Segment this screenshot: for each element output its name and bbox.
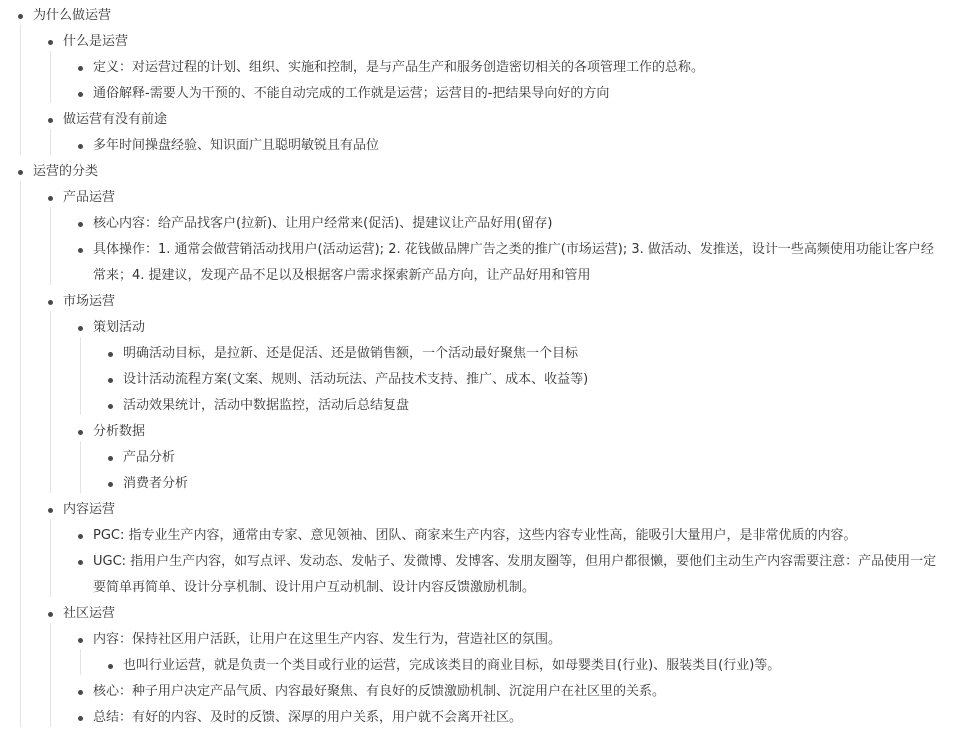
outline-item-level-3[interactable]: [0, 471, 957, 497]
outline-item-level-2[interactable]: [0, 81, 957, 107]
bullet-icon[interactable]: [78, 534, 83, 539]
outline-item-text: 社区运营: [63, 606, 116, 621]
outline-item-level-3[interactable]: [0, 341, 957, 367]
bullet-icon[interactable]: [108, 664, 113, 669]
outline-item-text: 策划活动: [93, 320, 146, 335]
outline-item-level-2[interactable]: [0, 705, 957, 731]
outline-item-text: 总结：有好的内容、及时的反馈、深厚的用户关系，用户就不会离开社区。: [93, 710, 523, 725]
outline-item-text: 分析数据: [93, 424, 146, 439]
bullet-icon[interactable]: [78, 560, 83, 565]
bullet-icon[interactable]: [78, 430, 83, 435]
bullet-icon[interactable]: [48, 508, 53, 513]
outline-item-text: PGC: 指专业生产内容，通常由专家、意见领袖、团队、商家来生产内容，这些内容专业性高，能吸引大量用户，是非常优质的内容。: [93, 528, 857, 543]
outline-item-level-1[interactable]: [0, 289, 957, 315]
outline-item-text: 内容运营: [63, 502, 116, 517]
bullet-icon[interactable]: [78, 92, 83, 97]
bullet-icon[interactable]: [48, 612, 53, 617]
bullet-icon[interactable]: [108, 482, 113, 487]
outline-item-text: 明确活动目标，是拉新、还是促活、还是做销售额，一个活动最好聚焦一个目标: [123, 346, 579, 361]
bullet-icon[interactable]: [78, 66, 83, 71]
outline-item-level-3[interactable]: [0, 367, 957, 393]
outline-item-level-1[interactable]: [0, 185, 957, 211]
outline-item-level-2[interactable]: [0, 627, 957, 653]
bullet-icon[interactable]: [48, 196, 53, 201]
bullet-icon[interactable]: [108, 456, 113, 461]
outline-item-level-1[interactable]: [0, 497, 957, 523]
outline-item-level-2[interactable]: [0, 237, 957, 289]
outline-item-text: 市场运营: [63, 294, 116, 309]
outline-item-text: 活动效果统计，活动中数据监控，活动后总结复盘: [123, 398, 410, 413]
bullet-icon[interactable]: [108, 404, 113, 409]
outline-item-text: 通俗解释-需要人为干预的、不能自动完成的工作就是运营；运营目的-把结果导向好的方向: [93, 86, 610, 101]
outline-item-text: 什么是运营: [63, 34, 129, 49]
outline-item-level-1[interactable]: [0, 29, 957, 55]
outline-item-level-2[interactable]: [0, 419, 957, 445]
bullet-icon[interactable]: [48, 300, 53, 305]
outline-item-level-2[interactable]: [0, 211, 957, 237]
bullet-icon[interactable]: [78, 638, 83, 643]
outline-item-text: 核心内容：给产品找客户(拉新)、让用户经常来(促活)、提建议让产品好用(留存): [93, 216, 553, 231]
outline-item-text: 内容：保持社区用户活跃，让用户在这里生产内容、发生行为，营造社区的氛围。: [93, 632, 562, 647]
outline-item-level-1[interactable]: [0, 107, 957, 133]
outline-item-level-3[interactable]: [0, 445, 957, 471]
outline-item-text: 设计活动流程方案(文案、规则、活动玩法、产品技术支持、推广、成本、收益等): [123, 372, 589, 387]
outline-item-level-3[interactable]: [0, 653, 957, 679]
outline-item-text: 也叫行业运营，就是负责一个类目或行业的运营，完成该类目的商业目标，如母婴类目(行业)、服装类目(行业)等。: [123, 658, 781, 673]
bullet-icon[interactable]: [78, 326, 83, 331]
bullet-icon[interactable]: [108, 378, 113, 383]
outline-item-text: 为什么做运营: [33, 8, 112, 23]
outline-item-level-2[interactable]: [0, 549, 957, 601]
outline-item-text: 做运营有没有前途: [63, 112, 168, 127]
outline-item-level-2[interactable]: [0, 523, 957, 549]
outline-item-level-2[interactable]: [0, 133, 957, 159]
outline-item-text: 核心：种子用户决定产品气质、内容最好聚焦、有良好的反馈激励机制、沉淀用户在社区里的关系。: [93, 684, 666, 699]
bullet-icon[interactable]: [108, 352, 113, 357]
outline-item-level-2[interactable]: [0, 679, 957, 705]
outline-item-text: 消费者分析: [123, 476, 189, 491]
bullet-icon[interactable]: [78, 248, 83, 253]
outline-item-level-2[interactable]: [0, 55, 957, 81]
bullet-icon[interactable]: [78, 716, 83, 721]
bullet-icon[interactable]: [18, 170, 23, 175]
bullet-icon[interactable]: [48, 118, 53, 123]
outline-item-text: 具体操作：1. 通常会做营销活动找用户(活动运营); 2. 花钱做品牌广告之类的推广(市场运营); 3. 做活动、发推送，设计一些高频使用功能让客户经常来；4. 提建议，发现产品不足以及根据客户需求探索新产品方向，让产品好用和管用: [93, 242, 934, 283]
bullet-icon[interactable]: [48, 40, 53, 45]
outline-item-level-2[interactable]: [0, 315, 957, 341]
outline-item-text: 运营的分类: [33, 164, 99, 179]
outline-item-level-0[interactable]: [0, 3, 957, 29]
outline-item-level-0[interactable]: [0, 159, 957, 185]
bullet-icon[interactable]: [78, 690, 83, 695]
outline-item-text: 多年时间操盘经验、知识面广且聪明敏锐且有品位: [93, 138, 380, 153]
outline-item-text: UGC: 指用户生产内容，如写点评、发动态、发帖子、发微博、发博客、发朋友圈等，但用户都很懒，要他们主动生产内容需要注意：产品使用一定要简单再简单、设计分享机制、设计用户互动机制、设计内容反馈激励机制。: [93, 554, 937, 595]
bullet-icon[interactable]: [18, 14, 23, 19]
outline-item-level-1[interactable]: [0, 601, 957, 627]
outline-item-level-3[interactable]: [0, 393, 957, 419]
bullet-icon[interactable]: [78, 222, 83, 227]
outline-item-text: 产品运营: [63, 190, 116, 205]
outline-item-text: 定义：对运营过程的计划、组织、实施和控制，是与产品生产和服务创造密切相关的各项管理工作的总称。: [93, 60, 705, 75]
bullet-icon[interactable]: [78, 144, 83, 149]
outline-item-text: 产品分析: [123, 450, 176, 465]
